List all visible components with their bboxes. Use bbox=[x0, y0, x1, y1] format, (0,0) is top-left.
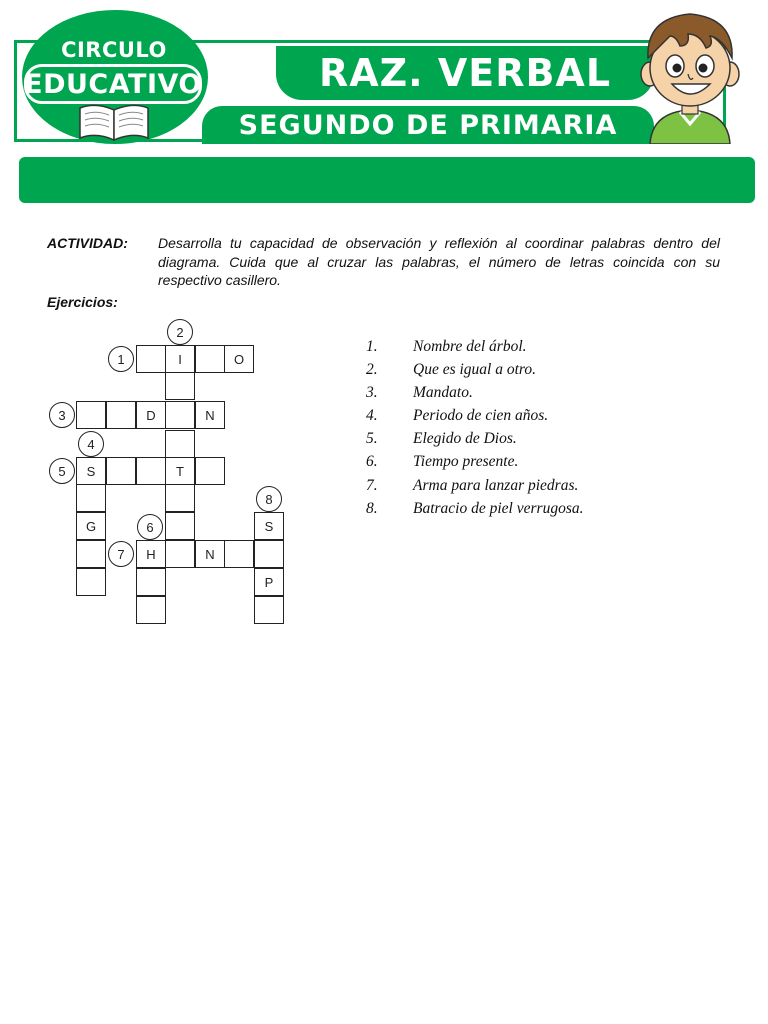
crossword-cell[interactable] bbox=[165, 430, 195, 458]
boy-mascot-icon bbox=[636, 8, 744, 144]
crossword-cell[interactable] bbox=[165, 401, 195, 429]
crossword-number: 5 bbox=[49, 458, 75, 484]
crossword-cell[interactable] bbox=[76, 568, 106, 596]
crossword-cell[interactable] bbox=[136, 345, 166, 373]
crossword-cell[interactable] bbox=[76, 401, 106, 429]
crossword-number: 8 bbox=[256, 486, 282, 512]
crossword-cell[interactable]: N bbox=[195, 540, 225, 568]
clue-text: Arma para lanzar piedras. bbox=[413, 476, 579, 494]
clue-text: Nombre del árbol. bbox=[413, 338, 527, 355]
crossword-cell[interactable] bbox=[165, 484, 195, 512]
header-banner bbox=[14, 8, 728, 146]
clue-number: 7. bbox=[366, 476, 378, 494]
crossword-cell[interactable]: S bbox=[76, 457, 106, 485]
crossword-cell[interactable]: T bbox=[165, 457, 195, 485]
crossword-cell[interactable] bbox=[195, 457, 225, 485]
clue-text: Batracio de piel verrugosa. bbox=[413, 499, 584, 517]
logo-top-text: CIRCULO bbox=[61, 38, 167, 62]
crossword-cell[interactable] bbox=[195, 345, 225, 373]
crossword-cell[interactable] bbox=[106, 401, 136, 429]
clue-number: 6. bbox=[366, 453, 378, 471]
crossword-cell[interactable]: I bbox=[165, 345, 195, 373]
activity-instructions: Desarrolla tu capacidad de observación y reflexión al coordinar palabras dentro del diagrama. Cuida que al cruzar las palabras, el número de letras coincida con su respectivo casillero. bbox=[158, 235, 720, 288]
logo-main-text: EDUCATIVO bbox=[24, 64, 202, 104]
crossword-cell[interactable]: S bbox=[254, 512, 284, 540]
clue-text: Tiempo presente. bbox=[413, 453, 519, 471]
clue-text: Elegido de Dios. bbox=[413, 430, 517, 448]
crossword-cell[interactable] bbox=[136, 568, 166, 596]
clue-number: 5. bbox=[366, 430, 378, 448]
crossword-number: 1 bbox=[108, 346, 134, 372]
clue-number: 2. bbox=[366, 361, 378, 379]
crossword-cell[interactable] bbox=[165, 512, 195, 540]
clue-text: Periodo de cien años. bbox=[413, 407, 549, 425]
crossword-number: 7 bbox=[108, 541, 134, 567]
clue-number: 4. bbox=[366, 407, 378, 425]
crossword-cell[interactable] bbox=[76, 484, 106, 512]
crossword-cell[interactable] bbox=[254, 540, 284, 568]
page-title: RAZ. VERBAL bbox=[318, 51, 612, 95]
crossword-cell[interactable] bbox=[136, 596, 166, 624]
exercises-label: Ejercicios: bbox=[47, 294, 118, 310]
crossword-cell[interactable]: N bbox=[195, 401, 225, 429]
crossword-cell[interactable] bbox=[254, 596, 284, 624]
clue-number: 8. bbox=[366, 499, 378, 517]
crossword-cell[interactable]: G bbox=[76, 512, 106, 540]
crossword-cell[interactable] bbox=[136, 457, 166, 485]
clue-number: 1. bbox=[366, 338, 378, 355]
activity-label: ACTIVIDAD: bbox=[47, 235, 128, 251]
crossword-cell[interactable] bbox=[165, 372, 195, 400]
crossword-number: 4 bbox=[78, 431, 104, 457]
book-icon bbox=[76, 100, 152, 144]
clue-number: 3. bbox=[366, 384, 378, 402]
crossword-cell[interactable] bbox=[76, 540, 106, 568]
page-subtitle: SEGUNDO DE PRIMARIA bbox=[238, 109, 618, 141]
clue-text: Mandato. bbox=[413, 384, 473, 402]
crossword-cell[interactable] bbox=[106, 457, 136, 485]
crossword-number: 2 bbox=[167, 319, 193, 345]
crossword-cell[interactable] bbox=[165, 540, 195, 568]
crossword-cell[interactable] bbox=[224, 540, 254, 568]
crossword-cell[interactable]: D bbox=[136, 401, 166, 429]
crossword-number: 6 bbox=[137, 514, 163, 540]
crossword-cell[interactable]: P bbox=[254, 568, 284, 596]
clue-text: Que es igual a otro. bbox=[413, 361, 536, 379]
crossword-cell[interactable]: O bbox=[224, 345, 254, 373]
section-stripe bbox=[19, 157, 755, 203]
crossword-cell[interactable]: H bbox=[136, 540, 166, 568]
crossword-number: 3 bbox=[49, 402, 75, 428]
